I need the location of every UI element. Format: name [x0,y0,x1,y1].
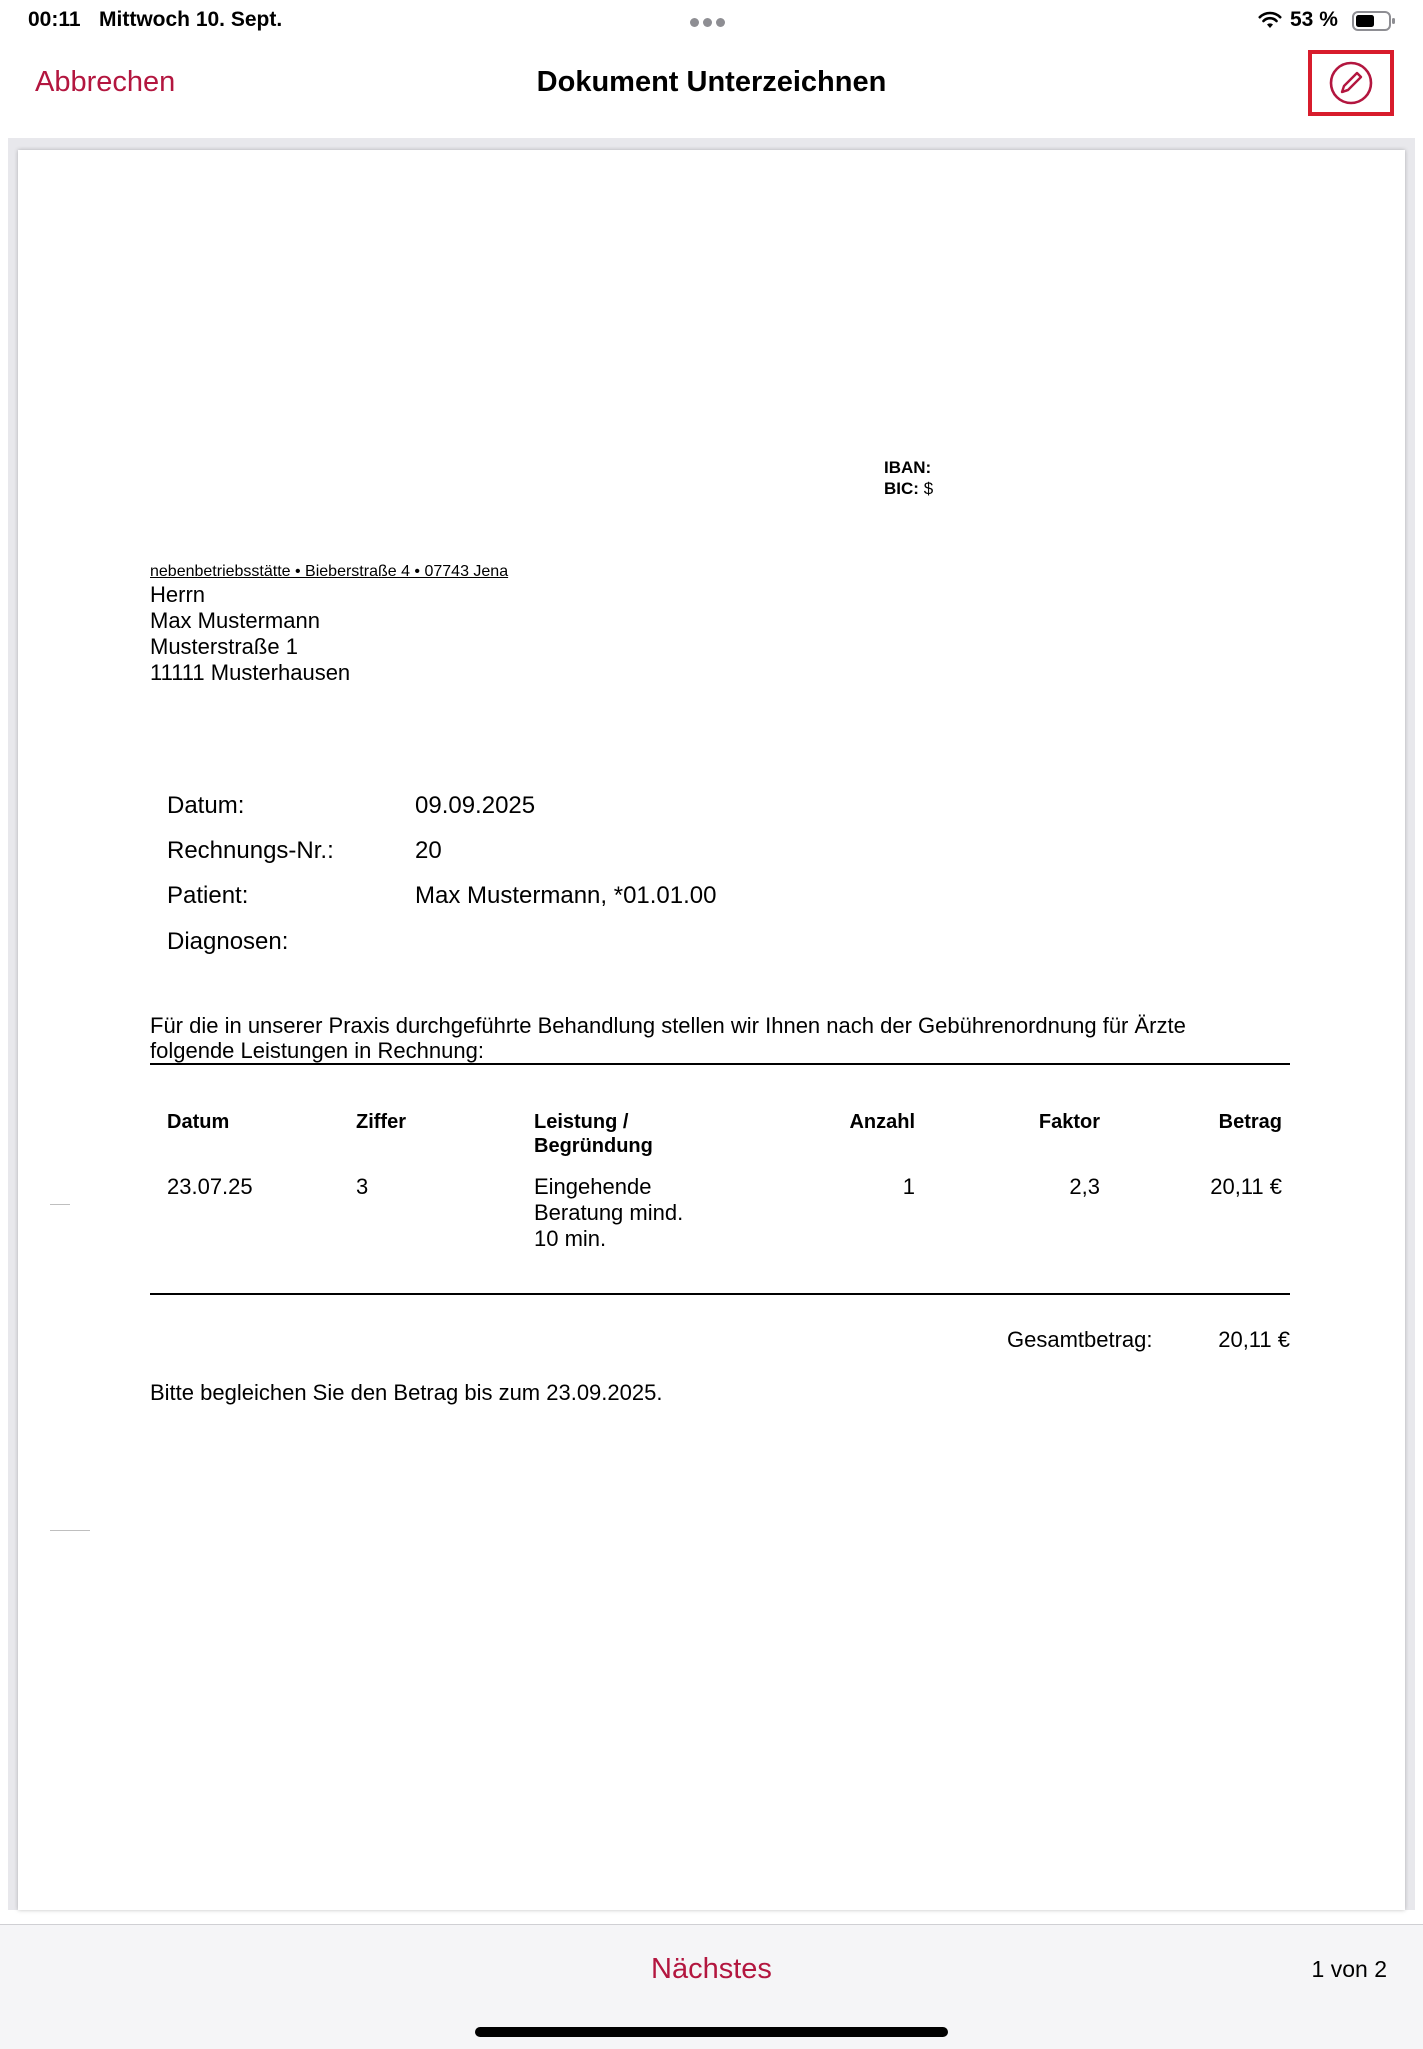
total-label: Gesamtbetrag: [1007,1327,1153,1352]
bottom-toolbar [0,1924,1423,2049]
recipient-street: Musterstraße 1 [150,634,298,659]
column-header-ziffer: Ziffer [356,1111,406,1133]
column-header-leistung-line-2: Begründung [534,1135,653,1157]
iban-label: IBAN: [884,458,932,477]
next-button[interactable]: Nächstes [651,1953,772,1985]
bank-details [884,457,933,499]
total-value: 20,11 € [1218,1327,1290,1352]
bic-label: BIC: [884,479,919,498]
sign-button[interactable] [1308,50,1394,116]
page-counter: 1 von 2 [1311,1956,1387,1982]
navigation-bar [0,42,1423,138]
recipient-city: 11111 Musterhausen [150,660,351,685]
next-button-container [0,1953,1423,1986]
divider [150,1293,1290,1295]
intro-line-2: folgende Leistungen in Rechnung: [150,1038,484,1063]
recipient-salutation: Herrn [150,582,206,607]
wifi-icon [1258,11,1282,29]
cell-anzahl: 1 [902,1174,915,1199]
date-value: 09.09.2025 [415,792,536,819]
bic-value: $ [923,479,934,498]
battery-icon [1352,10,1396,32]
cell-leistung-line-2: Beratung mind. [534,1200,684,1225]
cell-leistung-line-1: Eingehende [534,1174,652,1199]
cell-ziffer: 3 [356,1174,369,1199]
sender-line: nebenbetriebsstätte • Bieberstraße 4 • 07743 Jena [150,563,509,580]
cancel-button[interactable]: Abbrechen [35,66,176,98]
fold-mark [50,1530,90,1531]
cell-leistung-line-3: 10 min. [534,1226,607,1251]
page-title: Dokument Unterzeichnen [536,66,887,98]
column-header-leistung-line-1: Leistung / [534,1111,629,1133]
cell-betrag: 20,11 € [1210,1174,1282,1199]
cell-leistung [534,1174,683,1252]
invoice-number-label: Rechnungs-Nr.: [167,837,334,864]
pencil-circle-icon [1327,59,1375,107]
intro-text [150,1013,1186,1063]
status-date: Mittwoch 10. Sept. [99,8,283,31]
column-header-betrag: Betrag [1218,1111,1282,1133]
battery-percentage: 53 % [1290,8,1338,31]
recipient-name: Max Mustermann [150,608,320,633]
home-indicator[interactable] [475,2027,948,2037]
divider [150,1063,1290,1065]
column-header-anzahl: Anzahl [849,1111,915,1133]
cell-faktor: 2,3 [1069,1174,1100,1199]
date-label: Datum: [167,792,245,819]
status-bar [0,0,1423,42]
multitasking-dots-icon[interactable] [690,14,734,24]
column-header-datum: Datum [167,1111,230,1133]
payment-due-text: Bitte begleichen Sie den Betrag bis zum 23.09.2025. [150,1380,663,1405]
document-page[interactable] [18,150,1405,1910]
patient-value: Max Mustermann, *01.01.00 [415,882,717,909]
status-time: 00:11 [28,8,81,31]
patient-label: Patient: [167,882,249,909]
fold-mark [50,1204,70,1205]
intro-line-1: Für die in unserer Praxis durchgeführte Behandlung stellen wir Ihnen nach der Gebührenordnung für Ärzte [150,1013,1186,1038]
invoice-number-value: 20 [415,837,442,864]
column-header-leistung [534,1110,653,1158]
cell-datum: 23.07.25 [167,1174,253,1199]
diagnoses-label: Diagnosen: [167,928,289,955]
column-header-faktor: Faktor [1038,1111,1100,1133]
recipient-address [150,582,350,686]
document-viewer[interactable] [8,138,1415,1910]
